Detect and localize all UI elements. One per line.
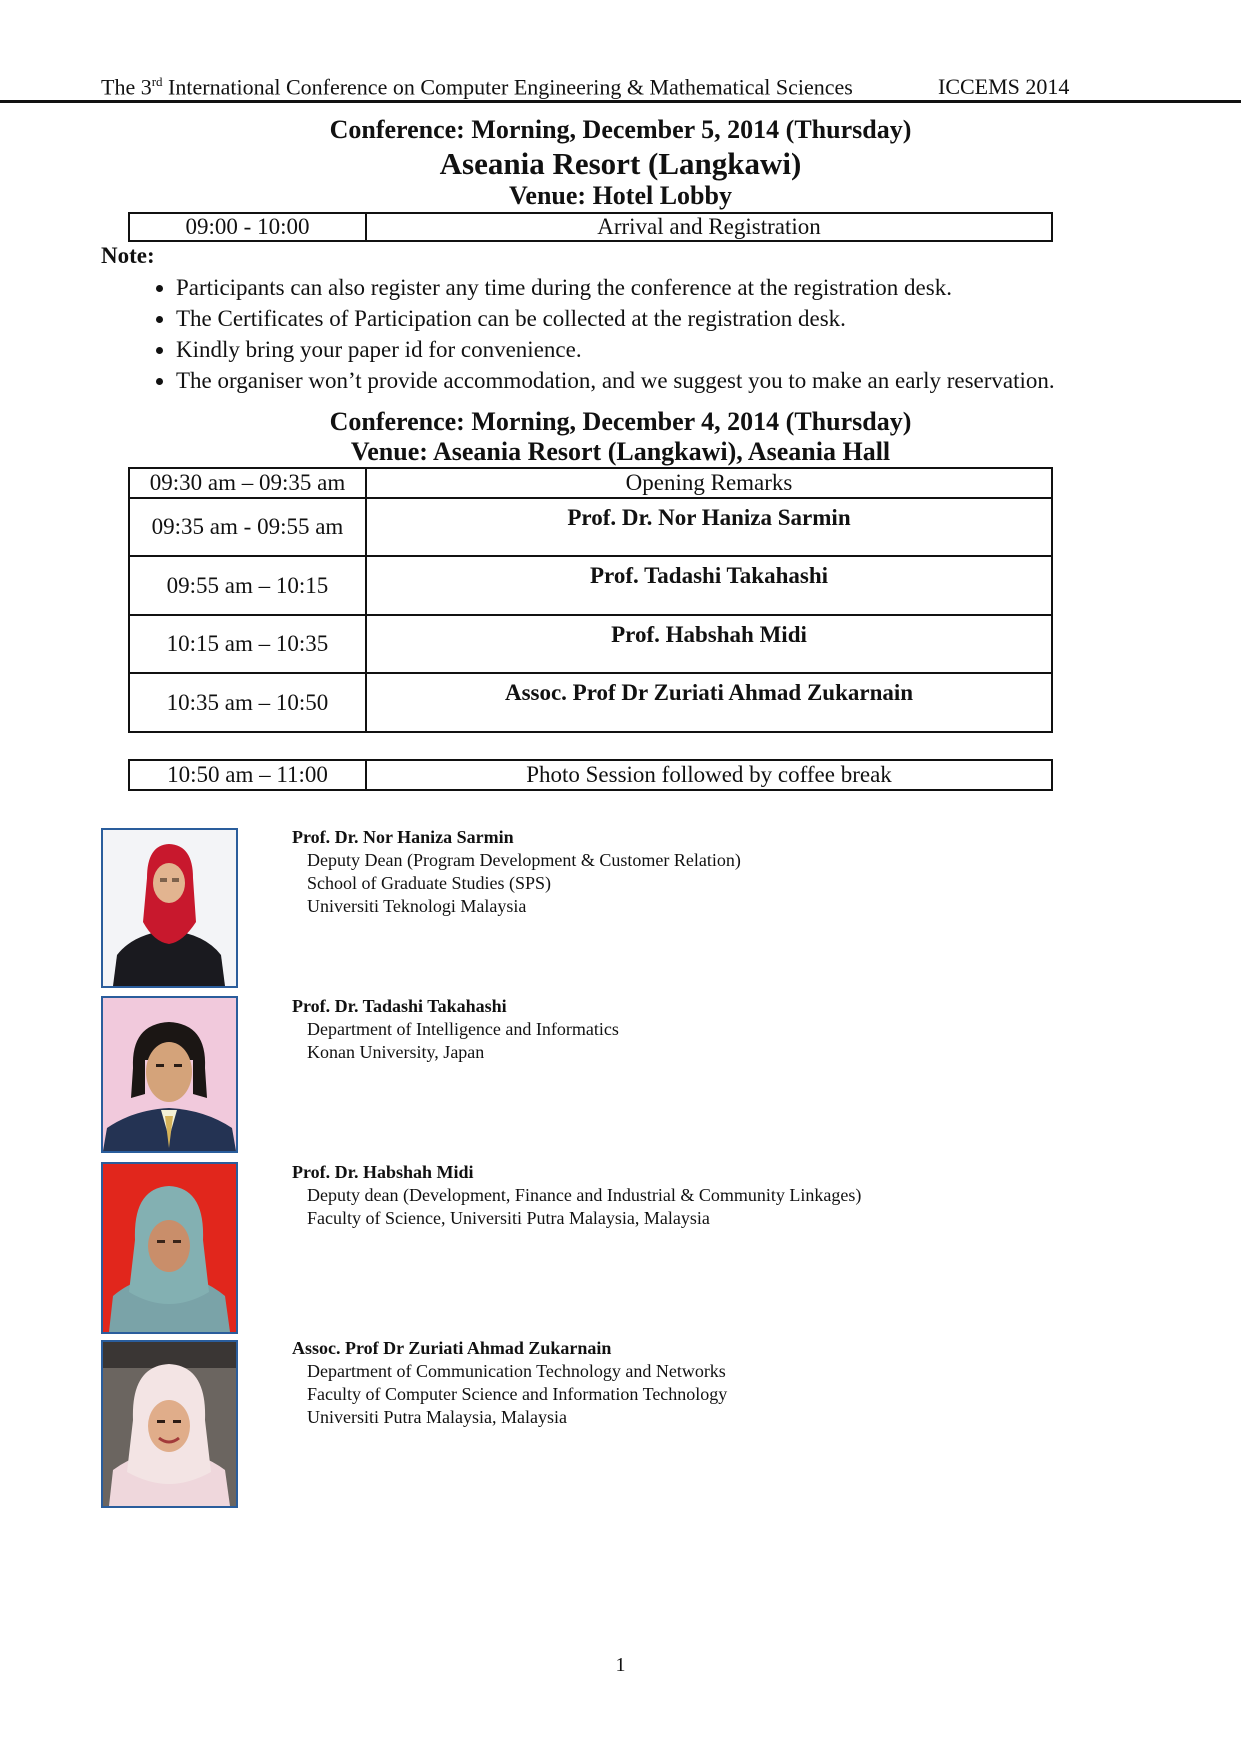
- table-row: [129, 673, 1052, 732]
- speaker-bio: [292, 1337, 727, 1429]
- session-speaker: Prof. Habshah Midi: [366, 615, 1052, 673]
- opening-time: 09:30 am – 09:35 am: [129, 468, 366, 498]
- session-speaker: Prof. Dr. Nor Haniza Sarmin: [366, 498, 1052, 556]
- registration-heading: Conference: Morning, December 5, 2014 (Thursday): [329, 115, 912, 144]
- photo-session-time: 10:50 am – 11:00: [129, 760, 366, 790]
- note-item: • Participants can also register any time during the conference at the registration desk.: [176, 272, 1241, 303]
- speaker-affiliation-line: Deputy dean (Development, Finance and Industrial & Community Linkages): [307, 1185, 862, 1205]
- speaker-name: Prof. Dr. Nor Haniza Sarmin: [292, 827, 514, 847]
- note-item: • Kindly bring your paper id for convenience.: [176, 334, 1241, 365]
- session-time: 09:35 am - 09:55 am: [129, 498, 366, 556]
- session-speaker: Prof. Tadashi Takahashi: [366, 556, 1052, 615]
- running-header-code: ICCEMS 2014: [938, 74, 1070, 99]
- header-divider: [0, 100, 1241, 103]
- speaker-affiliation-line: Universiti Putra Malaysia, Malaysia: [307, 1407, 567, 1427]
- speaker-affiliation-line: Universiti Teknologi Malaysia: [307, 896, 527, 916]
- note-item: • The Certificates of Participation can be collected at the registration desk.: [176, 303, 1241, 334]
- portrait-image: [103, 830, 236, 986]
- registration-table: [128, 212, 1053, 242]
- portrait-image: [103, 998, 236, 1151]
- session-time: 10:35 am – 10:50: [129, 673, 366, 732]
- notes-list: [101, 272, 1241, 396]
- programme-heading: Conference: Morning, December 4, 2014 (Thursday): [329, 407, 912, 436]
- registration-venue: Venue: Hotel Lobby: [509, 181, 732, 210]
- table-row: [129, 615, 1052, 673]
- speaker-bio: [292, 826, 741, 918]
- speaker-affiliation-line: School of Graduate Studies (SPS): [307, 873, 551, 893]
- table-row: [129, 468, 1052, 498]
- speaker-photo: [101, 996, 238, 1153]
- programme-venue: Venue: Aseania Resort (Langkawi), Aseania Hall: [350, 437, 891, 466]
- speaker-name: Prof. Dr. Habshah Midi: [292, 1162, 474, 1182]
- photo-session-label: Photo Session followed by coffee break: [366, 760, 1052, 790]
- resort-title: Aseania Resort (Langkawi): [439, 146, 802, 181]
- speaker-bio: [292, 995, 619, 1064]
- speaker-bio: [292, 1161, 861, 1230]
- photo-session-table: [128, 759, 1053, 791]
- portrait-image: [103, 1164, 236, 1332]
- session-time: 09:55 am – 10:15: [129, 556, 366, 615]
- speaker-photo: [101, 1340, 238, 1508]
- speaker-name: Assoc. Prof Dr Zuriati Ahmad Zukarnain: [292, 1338, 612, 1358]
- note-item: • The organiser won’t provide accommodation, and we suggest you to make an early reservation.: [176, 365, 1241, 396]
- registration-event: Arrival and Registration: [366, 213, 1052, 241]
- speaker-name: Prof. Dr. Tadashi Takahashi: [292, 996, 507, 1016]
- speaker-affiliation-line: Department of Intelligence and Informatics: [307, 1019, 619, 1039]
- programme-table: [128, 467, 1053, 733]
- speaker-affiliation-line: Deputy Dean (Program Development & Customer Relation): [307, 850, 741, 870]
- running-header-title: The 3rd International Conference on Computer Engineering & Mathematical Sciences: [101, 74, 853, 100]
- table-row: [129, 760, 1052, 790]
- speaker-affiliation-line: Department of Communication Technology and Networks: [307, 1361, 726, 1381]
- page-number: 1: [615, 1654, 626, 1676]
- note-label: Note:: [101, 243, 155, 268]
- table-row: [129, 556, 1052, 615]
- speaker-affiliation-line: Faculty of Computer Science and Information Technology: [307, 1384, 728, 1404]
- speaker-affiliation-line: Faculty of Science, Universiti Putra Malaysia, Malaysia: [307, 1208, 710, 1228]
- table-row: [129, 213, 1052, 241]
- registration-time: 09:00 - 10:00: [129, 213, 366, 241]
- session-time: 10:15 am – 10:35: [129, 615, 366, 673]
- speaker-affiliation-line: Konan University, Japan: [307, 1042, 485, 1062]
- speaker-photo: [101, 1162, 238, 1334]
- table-row: [129, 498, 1052, 556]
- opening-remarks: Opening Remarks: [366, 468, 1052, 498]
- speaker-photo: [101, 828, 238, 988]
- portrait-image: [103, 1342, 236, 1506]
- session-speaker: Assoc. Prof Dr Zuriati Ahmad Zukarnain: [366, 673, 1052, 732]
